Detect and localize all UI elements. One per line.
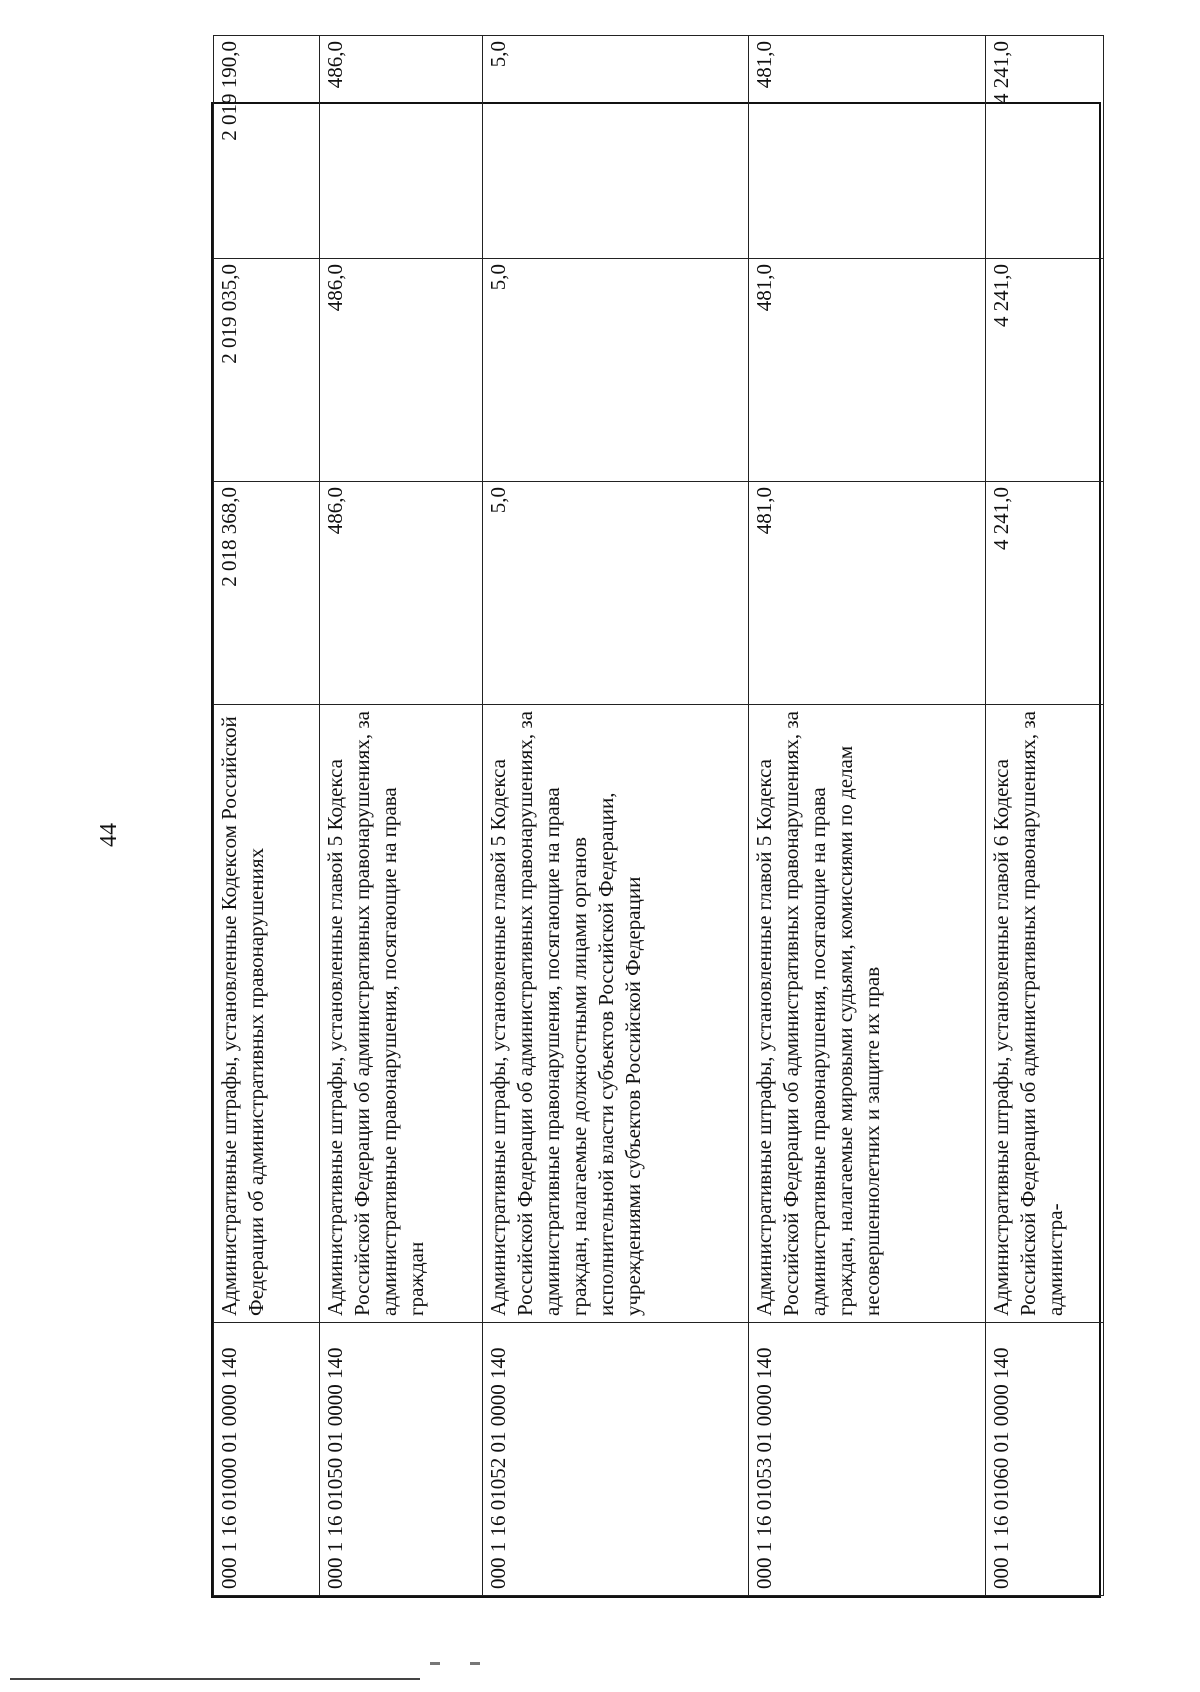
amount-cell-2020: 2 018 368,0 (214, 482, 320, 705)
scan-edge-mark (430, 1662, 440, 1665)
description-cell: Административные штрафы, установленные главой 5 Кодекса Российской Федерации об административных правонарушениях, за административные правонарушения, посягающие на права граждан, налагаемые должностными лицами органов исполнительной власти субъектов Российской Федерации, учреждениями субъектов Российской Федерации (483, 705, 749, 1323)
budget-code-cell: 000 1 16 01060 01 0000 140 (986, 1323, 1104, 1596)
budget-code-cell: 000 1 16 01053 01 0000 140 (749, 1323, 986, 1596)
amount-cell-2021: 486,0 (320, 259, 483, 482)
scan-edge-mark (470, 1662, 480, 1665)
revenue-table (211, 41, 1101, 1598)
scan-edge-line (10, 1678, 420, 1680)
amount-cell-2020: 481,0 (749, 482, 986, 705)
amount-cell-2022: 2 019 190,0 (214, 36, 320, 259)
amount-cell-2020: 5,0 (483, 482, 749, 705)
amount-cell-2020: 4 241,0 (986, 482, 1104, 705)
description-cell: Административные штрафы, установленные главой 5 Кодекса Российской Федерации об административных правонарушениях, за административные правонарушения, посягающие на права граждан (320, 705, 483, 1323)
description-cell: Административные штрафы, установленные главой 6 Кодекса Российской Федерации об административных правонарушениях, за администра- (986, 705, 1104, 1323)
description-cell: Административные штрафы, установленные главой 5 Кодекса Российской Федерации об административных правонарушениях, за административные правонарушения, посягающие на права граждан, налагаемые мировыми судьями, комиссиями по делам несовершеннолетних и защите их прав (749, 705, 986, 1323)
table-row (214, 36, 320, 1596)
table-row (483, 36, 749, 1596)
amount-cell-2021: 481,0 (749, 259, 986, 482)
amount-cell-2022: 4 241,0 (986, 36, 1104, 259)
budget-code-cell: 000 1 16 01050 01 0000 140 (320, 1323, 483, 1596)
amount-cell-2020: 486,0 (320, 482, 483, 705)
page-number: 44 (96, 823, 122, 847)
amount-cell-2021: 2 019 035,0 (214, 259, 320, 482)
budget-code-cell: 000 1 16 01000 01 0000 140 (214, 1323, 320, 1596)
amount-cell-2021: 4 241,0 (986, 259, 1104, 482)
table-row (986, 36, 1104, 1596)
budget-code-cell: 000 1 16 01052 01 0000 140 (483, 1323, 749, 1596)
table-row (749, 36, 986, 1596)
amount-cell-2022: 5,0 (483, 36, 749, 259)
amount-cell-2021: 5,0 (483, 259, 749, 482)
table-row (320, 36, 483, 1596)
revenue-table-grid (213, 35, 1104, 1596)
amount-cell-2022: 486,0 (320, 36, 483, 259)
amount-cell-2022: 481,0 (749, 36, 986, 259)
description-cell: Административные штрафы, установленные Кодексом Российской Федерации об административных правонарушениях (214, 705, 320, 1323)
